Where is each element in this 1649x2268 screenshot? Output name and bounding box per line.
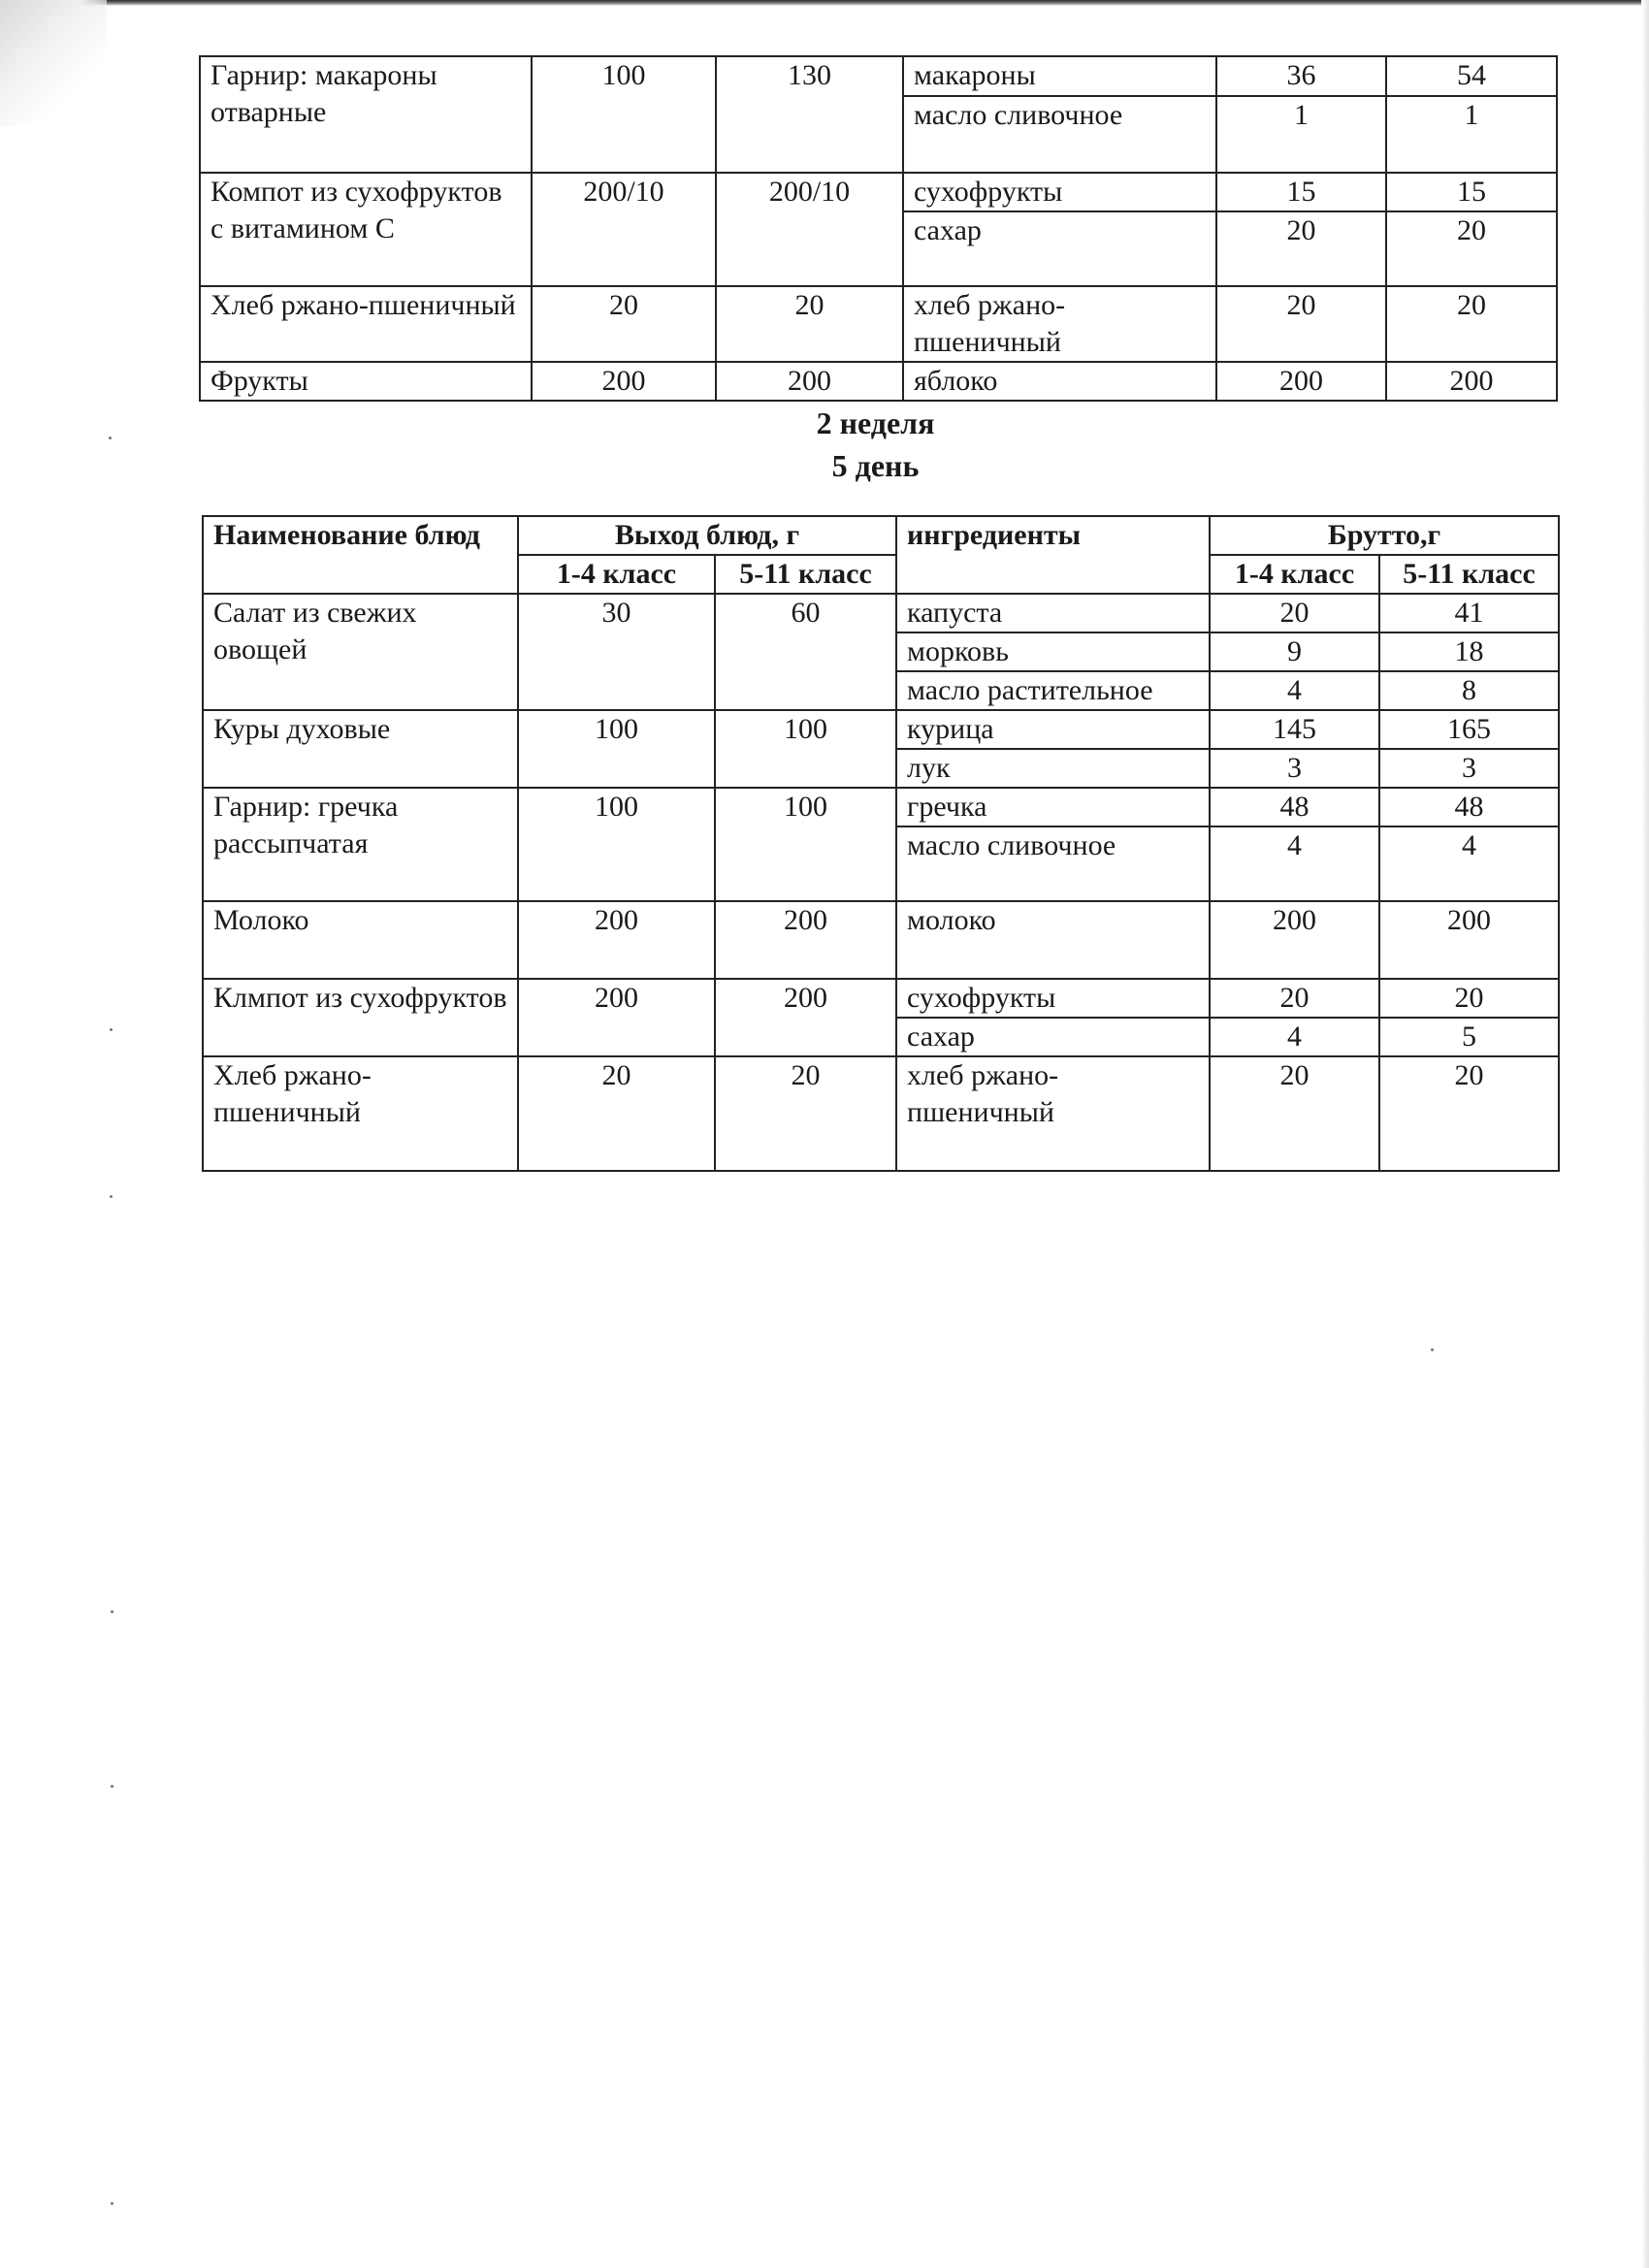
header-brutto: Брутто,г	[1210, 516, 1559, 555]
ingredient-name: сахар	[896, 1018, 1210, 1056]
ingredient-name: морковь	[896, 632, 1210, 671]
scan-speck	[111, 2202, 113, 2205]
brutto-1-4: 15	[1216, 173, 1386, 211]
output-1-4: 200/10	[532, 173, 716, 286]
table-row	[200, 362, 1557, 401]
brutto-5-11: 8	[1379, 671, 1559, 710]
scan-corner-shadow	[0, 0, 107, 126]
week-heading: 2 неделя	[816, 405, 935, 440]
ingredient-name: масло сливочное	[896, 826, 1210, 901]
dish-name: Компот из сухофруктов с витамином С	[200, 173, 532, 286]
scan-speck	[110, 1195, 113, 1198]
brutto-5-11: 165	[1379, 710, 1559, 749]
ingredient-name: яблоко	[903, 362, 1216, 401]
ingredient-name: сахар	[903, 211, 1216, 286]
brutto-5-11: 20	[1386, 286, 1557, 362]
brutto-1-4: 20	[1216, 211, 1386, 286]
brutto-5-11: 200	[1386, 362, 1557, 401]
output-5-11: 130	[716, 56, 903, 173]
scan-speck	[111, 1785, 113, 1788]
output-5-11: 100	[715, 788, 896, 901]
table-header-row	[203, 516, 1559, 555]
ingredient-name: масло растительное	[896, 671, 1210, 710]
output-1-4: 200	[518, 979, 715, 1056]
brutto-1-4: 20	[1210, 594, 1379, 632]
brutto-1-4: 1	[1216, 96, 1386, 173]
brutto-1-4: 200	[1216, 362, 1386, 401]
ingredient-name: молоко	[896, 901, 1210, 979]
scan-speck	[111, 1610, 113, 1613]
dish-name: Гарнир: макароны отварные	[200, 56, 532, 173]
brutto-5-11: 20	[1379, 979, 1559, 1018]
dish-name: Клмпот из сухофруктов	[203, 979, 518, 1056]
ingredient-name: курица	[896, 710, 1210, 749]
dish-name: Хлеб ржано-пшеничный	[200, 286, 532, 362]
header-brutto-1-4: 1-4 класс	[1210, 555, 1379, 594]
output-5-11: 200	[715, 979, 896, 1056]
ingredient-name: лук	[896, 749, 1210, 788]
brutto-1-4: 20	[1216, 286, 1386, 362]
brutto-1-4: 4	[1210, 671, 1379, 710]
ingredient-name: масло сливочное	[903, 96, 1216, 173]
output-5-11: 200/10	[716, 173, 903, 286]
brutto-5-11: 20	[1379, 1056, 1559, 1171]
output-1-4: 30	[518, 594, 715, 710]
brutto-5-11: 5	[1379, 1018, 1559, 1056]
brutto-5-11: 48	[1379, 788, 1559, 826]
top-menu-table	[199, 55, 1558, 402]
header-output-1-4: 1-4 класс	[518, 555, 715, 594]
brutto-1-4: 4	[1210, 826, 1379, 901]
table-row	[200, 56, 1557, 96]
table-row	[200, 286, 1557, 362]
scan-speck	[110, 1028, 113, 1031]
brutto-1-4: 145	[1210, 710, 1379, 749]
header-dish: Наименование блюд	[203, 516, 518, 594]
output-1-4: 200	[532, 362, 716, 401]
brutto-5-11: 200	[1379, 901, 1559, 979]
scan-speck	[1431, 1348, 1434, 1351]
dish-name: Фрукты	[200, 362, 532, 401]
brutto-1-4: 20	[1210, 1056, 1379, 1171]
output-1-4: 100	[532, 56, 716, 173]
dish-name: Гарнир: гречка рассыпчатая	[203, 788, 518, 901]
output-5-11: 60	[715, 594, 896, 710]
dish-name: Молоко	[203, 901, 518, 979]
ingredient-name: хлеб ржано-пшеничный	[896, 1056, 1210, 1171]
brutto-1-4: 36	[1216, 56, 1386, 96]
header-brutto-5-11: 5-11 класс	[1379, 555, 1559, 594]
scan-edge-right	[1641, 0, 1649, 2268]
table-row	[203, 710, 1559, 749]
output-1-4: 200	[518, 901, 715, 979]
output-5-11: 20	[715, 1056, 896, 1171]
ingredient-name: хлеб ржано-пшеничный	[903, 286, 1216, 362]
table-row	[203, 979, 1559, 1018]
brutto-5-11: 18	[1379, 632, 1559, 671]
table-row	[203, 901, 1559, 979]
output-5-11: 200	[716, 362, 903, 401]
output-1-4: 100	[518, 788, 715, 901]
brutto-5-11: 4	[1379, 826, 1559, 901]
brutto-1-4: 9	[1210, 632, 1379, 671]
dish-name: Куры духовые	[203, 710, 518, 788]
header-output-5-11: 5-11 класс	[715, 555, 896, 594]
output-1-4: 20	[518, 1056, 715, 1171]
brutto-5-11: 20	[1386, 211, 1557, 286]
brutto-5-11: 15	[1386, 173, 1557, 211]
brutto-1-4: 48	[1210, 788, 1379, 826]
day-heading: 5 день	[831, 448, 920, 483]
dish-name: Хлеб ржано-пшеничный	[203, 1056, 518, 1171]
brutto-5-11: 1	[1386, 96, 1557, 173]
output-1-4: 100	[518, 710, 715, 788]
ingredient-name: макароны	[903, 56, 1216, 96]
output-5-11: 200	[715, 901, 896, 979]
ingredient-name: сухофрукты	[903, 173, 1216, 211]
table-row	[200, 173, 1557, 211]
table-row	[203, 788, 1559, 826]
brutto-1-4: 4	[1210, 1018, 1379, 1056]
brutto-1-4: 20	[1210, 979, 1379, 1018]
scan-edge-top	[0, 0, 1649, 6]
ingredient-name: капуста	[896, 594, 1210, 632]
output-5-11: 100	[715, 710, 896, 788]
table-row	[203, 1056, 1559, 1171]
table-row	[203, 594, 1559, 632]
brutto-5-11: 41	[1379, 594, 1559, 632]
output-1-4: 20	[532, 286, 716, 362]
brutto-1-4: 200	[1210, 901, 1379, 979]
ingredient-name: гречка	[896, 788, 1210, 826]
brutto-5-11: 54	[1386, 56, 1557, 96]
scan-speck	[109, 437, 112, 439]
output-5-11: 20	[716, 286, 903, 362]
brutto-5-11: 3	[1379, 749, 1559, 788]
brutto-1-4: 3	[1210, 749, 1379, 788]
header-ingredients: ингредиенты	[896, 516, 1210, 594]
dish-name: Салат из свежих овощей	[203, 594, 518, 710]
ingredient-name: сухофрукты	[896, 979, 1210, 1018]
main-menu-table	[202, 515, 1560, 1172]
header-output: Выход блюд, г	[518, 516, 896, 555]
